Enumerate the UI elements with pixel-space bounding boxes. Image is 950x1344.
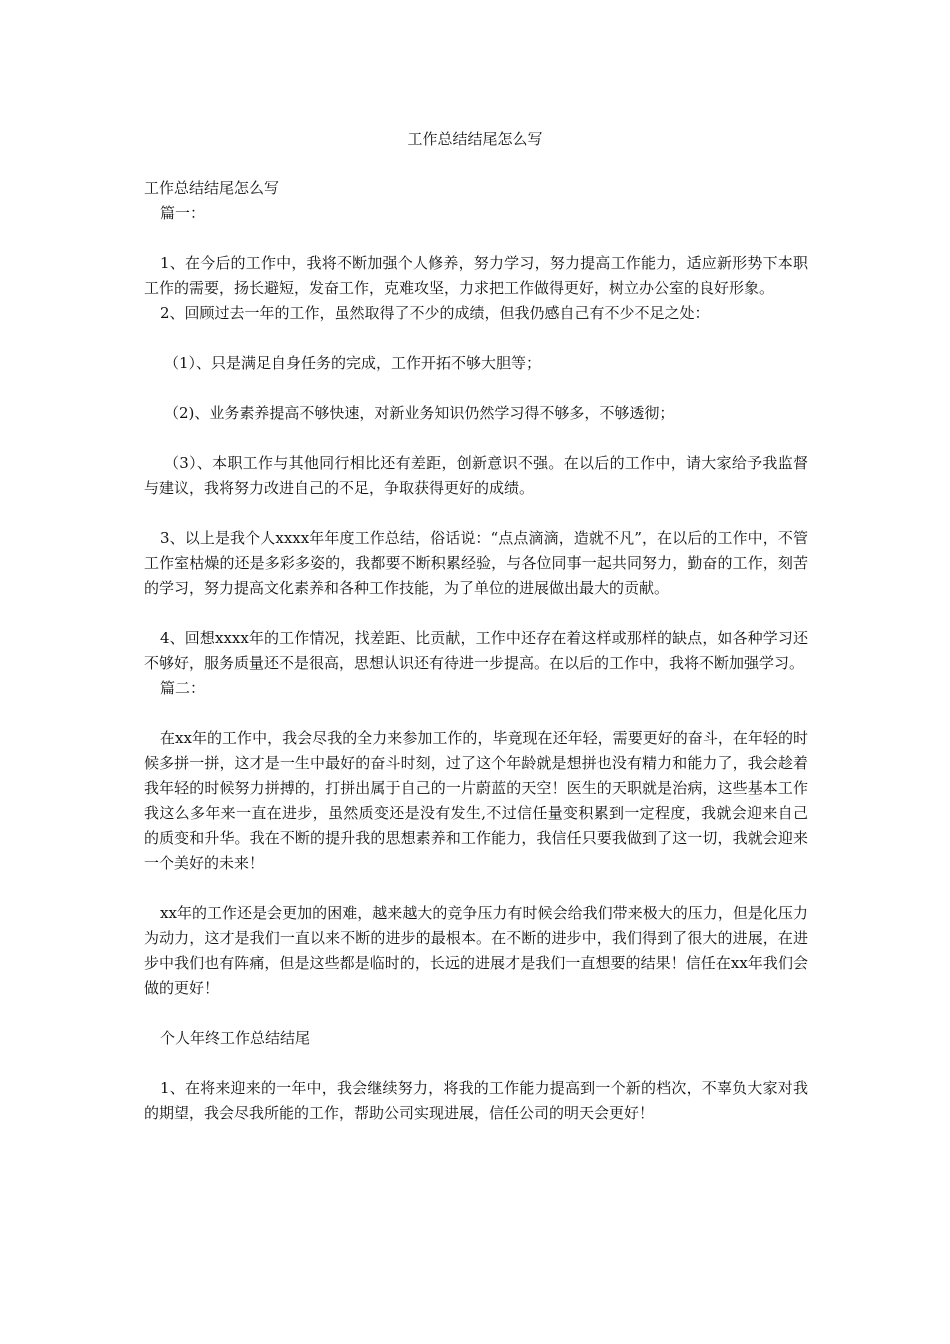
spacer xyxy=(144,1001,808,1026)
section-heading-3: 个人年终工作总结结尾 xyxy=(160,1029,311,1047)
paragraph-7: 4、回想xxxx年的工作情况，找差距、比贡献，工作中还存在着这样或那样的缺点，如各种学习还不够好，服务质量还不是很高，思想认识还有待进一步提高。在以后的工作中，我将不断加强学习。 xyxy=(144,629,808,672)
spacer xyxy=(144,226,808,251)
paragraph-1: 1、在今后的工作中，我将不断加强个人修养，努力学习，努力提高工作能力，适应新形势下本职工作的需要，扬长避短，发奋工作，克难攻坚，力求把工作做得更好，树立办公室的良好形象。 xyxy=(144,254,808,297)
paragraph-4: （2)、业务素养提高不够快速，对新业务知识仍然学习得不够多，不够透彻； xyxy=(164,404,675,422)
section-heading-1: 篇一： xyxy=(160,204,206,222)
document-body xyxy=(144,176,808,1126)
spacer xyxy=(144,501,808,526)
document-title: 工作总结结尾怎么写 xyxy=(407,130,543,148)
paragraph-5: （3）、本职工作与其他同行相比还有差距，创新意识不强。在以后的工作中，请大家给予我监督与建议，我将努力改进自己的不足，争取获得更好的成绩。 xyxy=(144,454,808,497)
paragraph-2: 2、回顾过去一年的工作，虽然取得了不少的成绩，但我仍感自己有不少不足之处： xyxy=(160,304,710,322)
paragraph-9: xx年的工作还是会更加的困难，越来越大的竞争压力有时候会给我们带来极大的压力，但是化压力为动力，这才是我们一直以来不断的进步的最根本。在不断的进步中，我们得到了很大的进展，在进步中我们也有阵痛，但是这些都是临时的，长远的进展才是我们一直想要的结果！信任在xx年我们会做的更好！ xyxy=(144,904,808,997)
spacer xyxy=(144,376,808,401)
spacer xyxy=(144,601,808,626)
spacer xyxy=(144,1051,808,1076)
spacer xyxy=(144,326,808,351)
paragraph-6: 3、以上是我个人xxxx年年度工作总结，俗话说：“点点滴滴，造就不凡”，在以后的工作中，不管工作室枯燥的还是多彩多姿的，我都要不断积累经验，与各位同事一起共同努力，勤奋的工作，刻苦的学习，努力提高文化素养和各种工作技能，为了单位的进展做出最大的贡献。 xyxy=(144,529,808,597)
spacer xyxy=(144,876,808,901)
paragraph-8: 在xx年的工作中，我会尽我的全力来参加工作的，毕竟现在还年轻，需要更好的奋斗，在年轻的时候多拼一拼，这才是一生中最好的奋斗时刻，过了这个年龄就是想拼也没有精力和能力了，我会趁着我年轻的时候努力拼搏的，打拼出属于自己的一片蔚蓝的天空！医生的天职就是治病，这些基本工作我这么多年来一直在进步，虽然质变还是没有发生,不过信任量变积累到一定程度，我就会迎来自己的质变和升华。我在不断的提升我的思想素养和工作能力，我信任只要我做到了这一切，我就会迎来一个美好的未来！ xyxy=(144,729,808,872)
paragraph-10: 1、在将来迎来的一年中，我会继续努力，将我的工作能力提高到一个新的档次，不辜负大家对我的期望，我会尽我所能的工作，帮助公司实现进展，信任公司的明天会更好！ xyxy=(144,1079,808,1122)
spacer xyxy=(144,426,808,451)
spacer xyxy=(144,701,808,726)
document-subtitle: 工作总结结尾怎么写 xyxy=(144,179,280,197)
section-heading-2: 篇二： xyxy=(160,679,206,697)
paragraph-3: （1）、只是满足自身任务的完成，工作开拓不够大胆等； xyxy=(164,354,542,372)
